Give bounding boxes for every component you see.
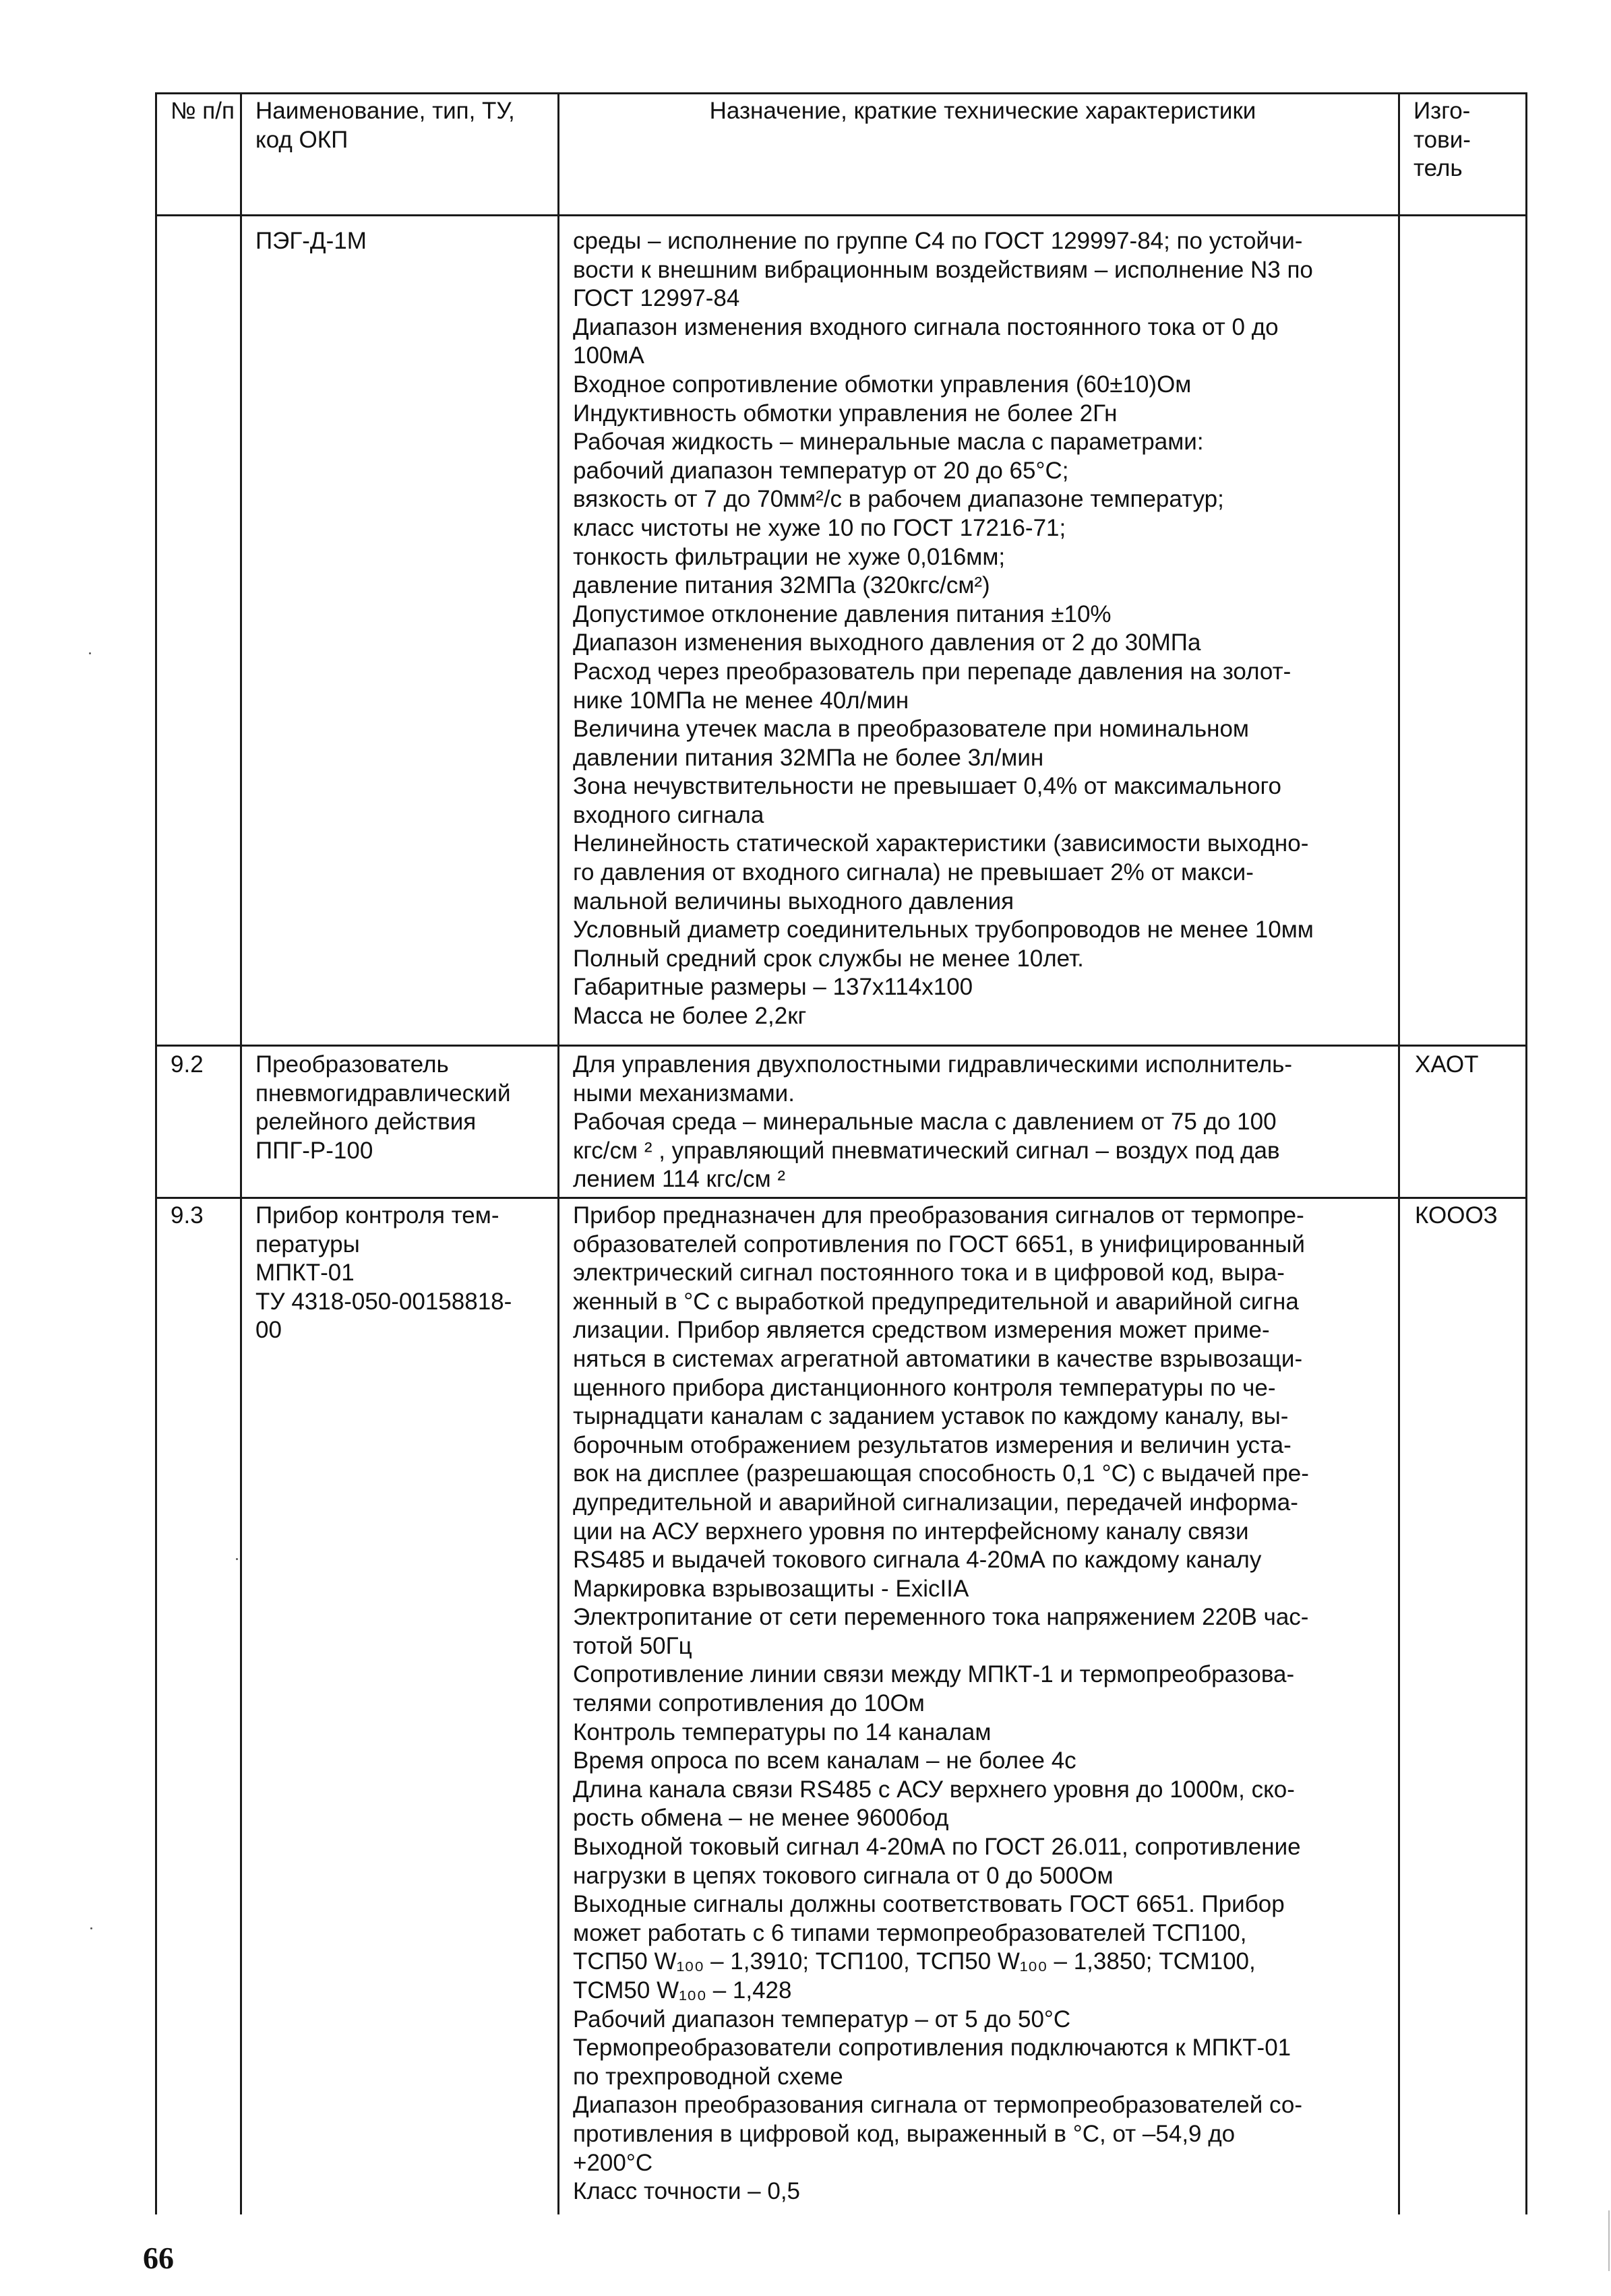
header-purpose: Назначение, краткие технические характеристики bbox=[559, 94, 1399, 216]
text-line: Электропитание от сети переменного тока напряжением 220В час- bbox=[573, 1604, 1309, 1631]
row-maker-cell: КОООЗ bbox=[1399, 1198, 1527, 2214]
text-line: среды – исполнение по группе С4 по ГОСТ 129997-84; по устойчи- bbox=[573, 228, 1303, 254]
text-line: Класс точности – 0,5 bbox=[573, 2178, 801, 2205]
scan-speck bbox=[90, 1927, 92, 1929]
text-line: нике 10МПа не менее 40л/мин bbox=[573, 687, 909, 714]
row-purpose-cell bbox=[559, 1198, 1399, 2214]
text-line: по трехпроводной схеме bbox=[573, 2063, 843, 2090]
text-line: ТСП50 W₁₀₀ – 1,3910; ТСП100, ТСП50 W₁₀₀ – 1,3850; ТСМ100, bbox=[573, 1948, 1256, 1975]
text-line: пневмогидравлический bbox=[255, 1080, 511, 1107]
text-line: Индуктивность обмотки управления не более 2Гн bbox=[573, 400, 1118, 427]
text-line: Длина канала связи RS485 с АСУ верхнего уровня до 1000м, ско- bbox=[573, 1776, 1295, 1803]
text-line: Преобразователь bbox=[255, 1051, 449, 1078]
text-line: Габаритные размеры – 137х114х100 bbox=[573, 974, 973, 1001]
text-line: Контроль температуры по 14 каналам bbox=[573, 1718, 992, 1745]
table-header-row bbox=[156, 94, 1527, 216]
text-line: Выходные сигналы должны соответствовать ГОСТ 6651. Прибор bbox=[573, 1891, 1285, 1918]
text-line: 100мА bbox=[573, 342, 644, 369]
row-name-cell bbox=[241, 216, 559, 1046]
text-line: вязкость от 7 до 70мм²/с в рабочем диапазоне температур; bbox=[573, 486, 1224, 513]
text-line: ТУ 4318-050-00158818- bbox=[255, 1288, 512, 1315]
text-line: рабочий диапазон температур от 20 до 65°С; bbox=[573, 457, 1069, 484]
row-maker-cell bbox=[1399, 216, 1527, 1046]
text-line: борочным отображением результатов измерения и величин уста- bbox=[573, 1431, 1291, 1458]
text-line: го давления от входного сигнала) не превышает 2% от макси- bbox=[573, 859, 1254, 886]
text-line: нагрузки в цепях токового сигнала от 0 до 500Ом bbox=[573, 1862, 1114, 1889]
text-line: Величина утечек масла в преобразователе при номинальном bbox=[573, 716, 1249, 743]
text-line: входного сигнала bbox=[573, 801, 764, 828]
text-line: Рабочий диапазон температур – от 5 до 50°С bbox=[573, 2006, 1071, 2033]
text-line: ТСМ50 W₁₀₀ – 1,428 bbox=[573, 1977, 792, 2004]
text-line: Входное сопротивление обмотки управления (60±10)Ом bbox=[573, 371, 1192, 398]
row-purpose-cell bbox=[559, 216, 1399, 1046]
text-line: пературы bbox=[255, 1231, 360, 1258]
text-line: давлении питания 32МПа не более 3л/мин bbox=[573, 744, 1044, 771]
text-line: мальной величины выходного давления bbox=[573, 888, 1014, 914]
text-line: Прибор контроля тем- bbox=[255, 1202, 499, 1229]
text-line: ГОСТ 12997-84 bbox=[573, 285, 740, 312]
page-number: 66 bbox=[143, 2241, 174, 2275]
text-line: образователей сопротивления по ГОСТ 6651, в унифицированный bbox=[573, 1231, 1305, 1258]
text-line: тонкость фильтрации не хуже 0,016мм; bbox=[573, 543, 1006, 570]
row-name-cell bbox=[241, 1046, 559, 1198]
text-line: Диапазон изменения выходного давления от 2 до 30МПа bbox=[573, 629, 1201, 656]
scan-edge-mark bbox=[1608, 2210, 1610, 2271]
text-line: щенного прибора дистанционного контроля температуры по че- bbox=[573, 1374, 1276, 1401]
text-line: Время опроса по всем каналам – не более 4с bbox=[573, 1747, 1076, 1774]
text-line: Термопреобразователи сопротивления подключаются к МПКТ-01 bbox=[573, 2035, 1291, 2061]
text-line: Выходной токовый сигнал 4-20мА по ГОСТ 26.011, сопротивление bbox=[573, 1834, 1301, 1861]
row-maker-cell: ХАОТ bbox=[1399, 1046, 1527, 1198]
text-line: кгс/см ² , управляющий пневматический сигнал – воздух под дав bbox=[573, 1137, 1280, 1164]
table-row bbox=[156, 1198, 1527, 2214]
scan-speck bbox=[89, 652, 91, 654]
text-line: релейного действия bbox=[255, 1109, 477, 1136]
text-line: может работать с 6 типами термопреобразователей ТСП100, bbox=[573, 1919, 1247, 1946]
text-line: RS485 и выдачей токового сигнала 4-20мА по каждому каналу bbox=[573, 1547, 1262, 1574]
table-row bbox=[156, 1046, 1527, 1198]
row-number-cell: 9.3 bbox=[156, 1198, 241, 2214]
text-line: ПЭГ-Д-1М bbox=[255, 228, 367, 254]
text-line: Сопротивление линии связи между МПКТ-1 и термопреобразова- bbox=[573, 1661, 1295, 1688]
text-line: тырнадцати каналам с заданием уставок по каждому каналу, вы- bbox=[573, 1403, 1289, 1430]
header-maker: Изго- тови- тель bbox=[1399, 94, 1527, 216]
text-line: женный в °С с выработкой предупредительной и аварийной сигна bbox=[573, 1288, 1299, 1315]
text-line: лизации. Прибор является средством измерения может приме- bbox=[573, 1317, 1270, 1344]
text-line: МПКТ-01 bbox=[255, 1260, 355, 1286]
text-line: Масса не более 2,2кг bbox=[573, 1003, 807, 1030]
text-line: Прибор предназначен для преобразования сигналов от термопре- bbox=[573, 1202, 1304, 1229]
text-line: Рабочая жидкость – минеральные масла с параметрами: bbox=[573, 429, 1204, 456]
table-row bbox=[156, 216, 1527, 1046]
text-line: ППГ-Р-100 bbox=[255, 1137, 373, 1164]
text-line: Диапазон преобразования сигнала от термопреобразователей со- bbox=[573, 2092, 1303, 2119]
header-number: № п/п bbox=[156, 94, 241, 216]
text-line: рость обмена – не менее 9600бод bbox=[573, 1805, 949, 1832]
text-line: Рабочая среда – минеральные масла с давлением от 75 до 100 bbox=[573, 1109, 1277, 1136]
text-line: Диапазон изменения входного сигнала постоянного тока от 0 до bbox=[573, 313, 1279, 340]
text-line: Нелинейность статической характеристики (зависимости выходно- bbox=[573, 830, 1309, 857]
header-name: Наименование, тип, ТУ, код ОКП bbox=[241, 94, 559, 216]
text-line: ными механизмами. bbox=[573, 1080, 795, 1107]
text-line: телями сопротивления до 10Ом bbox=[573, 1690, 925, 1717]
text-line: Полный средний срок службы не менее 10лет. bbox=[573, 945, 1084, 972]
text-line: Расход через преобразователь при перепаде давления на золот- bbox=[573, 658, 1291, 685]
text-line: Для управления двухполостными гидравлическими исполнитель- bbox=[573, 1051, 1293, 1078]
text-line: Маркировка взрывозащиты - ExicIIA bbox=[573, 1575, 969, 1602]
text-line: Зона нечувствительности не превышает 0,4% от максимального bbox=[573, 773, 1281, 800]
text-line: тотой 50Гц bbox=[573, 1632, 692, 1659]
text-line: вок на дисплее (разрешающая способность 0,1 °С) с выдачей пре- bbox=[573, 1460, 1309, 1487]
text-line: +200°С bbox=[573, 2149, 653, 2176]
text-line: Допустимое отклонение давления питания ±10% bbox=[573, 600, 1112, 627]
text-line: лением 114 кгс/см ² bbox=[573, 1166, 786, 1193]
row-purpose-cell bbox=[559, 1046, 1399, 1198]
text-line: противления в цифровой код, выраженный в °С, от –54,9 до bbox=[573, 2120, 1236, 2147]
text-line: няться в системах агрегатной автоматики в качестве взрывозащи- bbox=[573, 1345, 1303, 1372]
row-number-cell: 9.2 bbox=[156, 1046, 241, 1198]
text-line: класс чистоты не хуже 10 по ГОСТ 17216-71; bbox=[573, 514, 1066, 541]
specifications-table bbox=[155, 92, 1527, 2214]
text-line: 00 bbox=[255, 1317, 282, 1344]
text-line: ции на АСУ верхнего уровня по интерфейсному каналу связи bbox=[573, 1518, 1249, 1545]
text-line: электрический сигнал постоянного тока и в цифровой код, выра- bbox=[573, 1260, 1285, 1286]
text-line: давление питания 32МПа (320кгс/см²) bbox=[573, 572, 990, 599]
text-line: дупредительной и аварийной сигнализации, передачей информа- bbox=[573, 1489, 1298, 1516]
row-number-cell bbox=[156, 216, 241, 1046]
text-line: Условный диаметр соединительных трубопроводов не менее 10мм bbox=[573, 917, 1314, 943]
text-line: вости к внешним вибрационным воздействиям – исполнение N3 по bbox=[573, 256, 1313, 283]
scan-speck bbox=[236, 1558, 238, 1560]
row-name-cell bbox=[241, 1198, 559, 2214]
